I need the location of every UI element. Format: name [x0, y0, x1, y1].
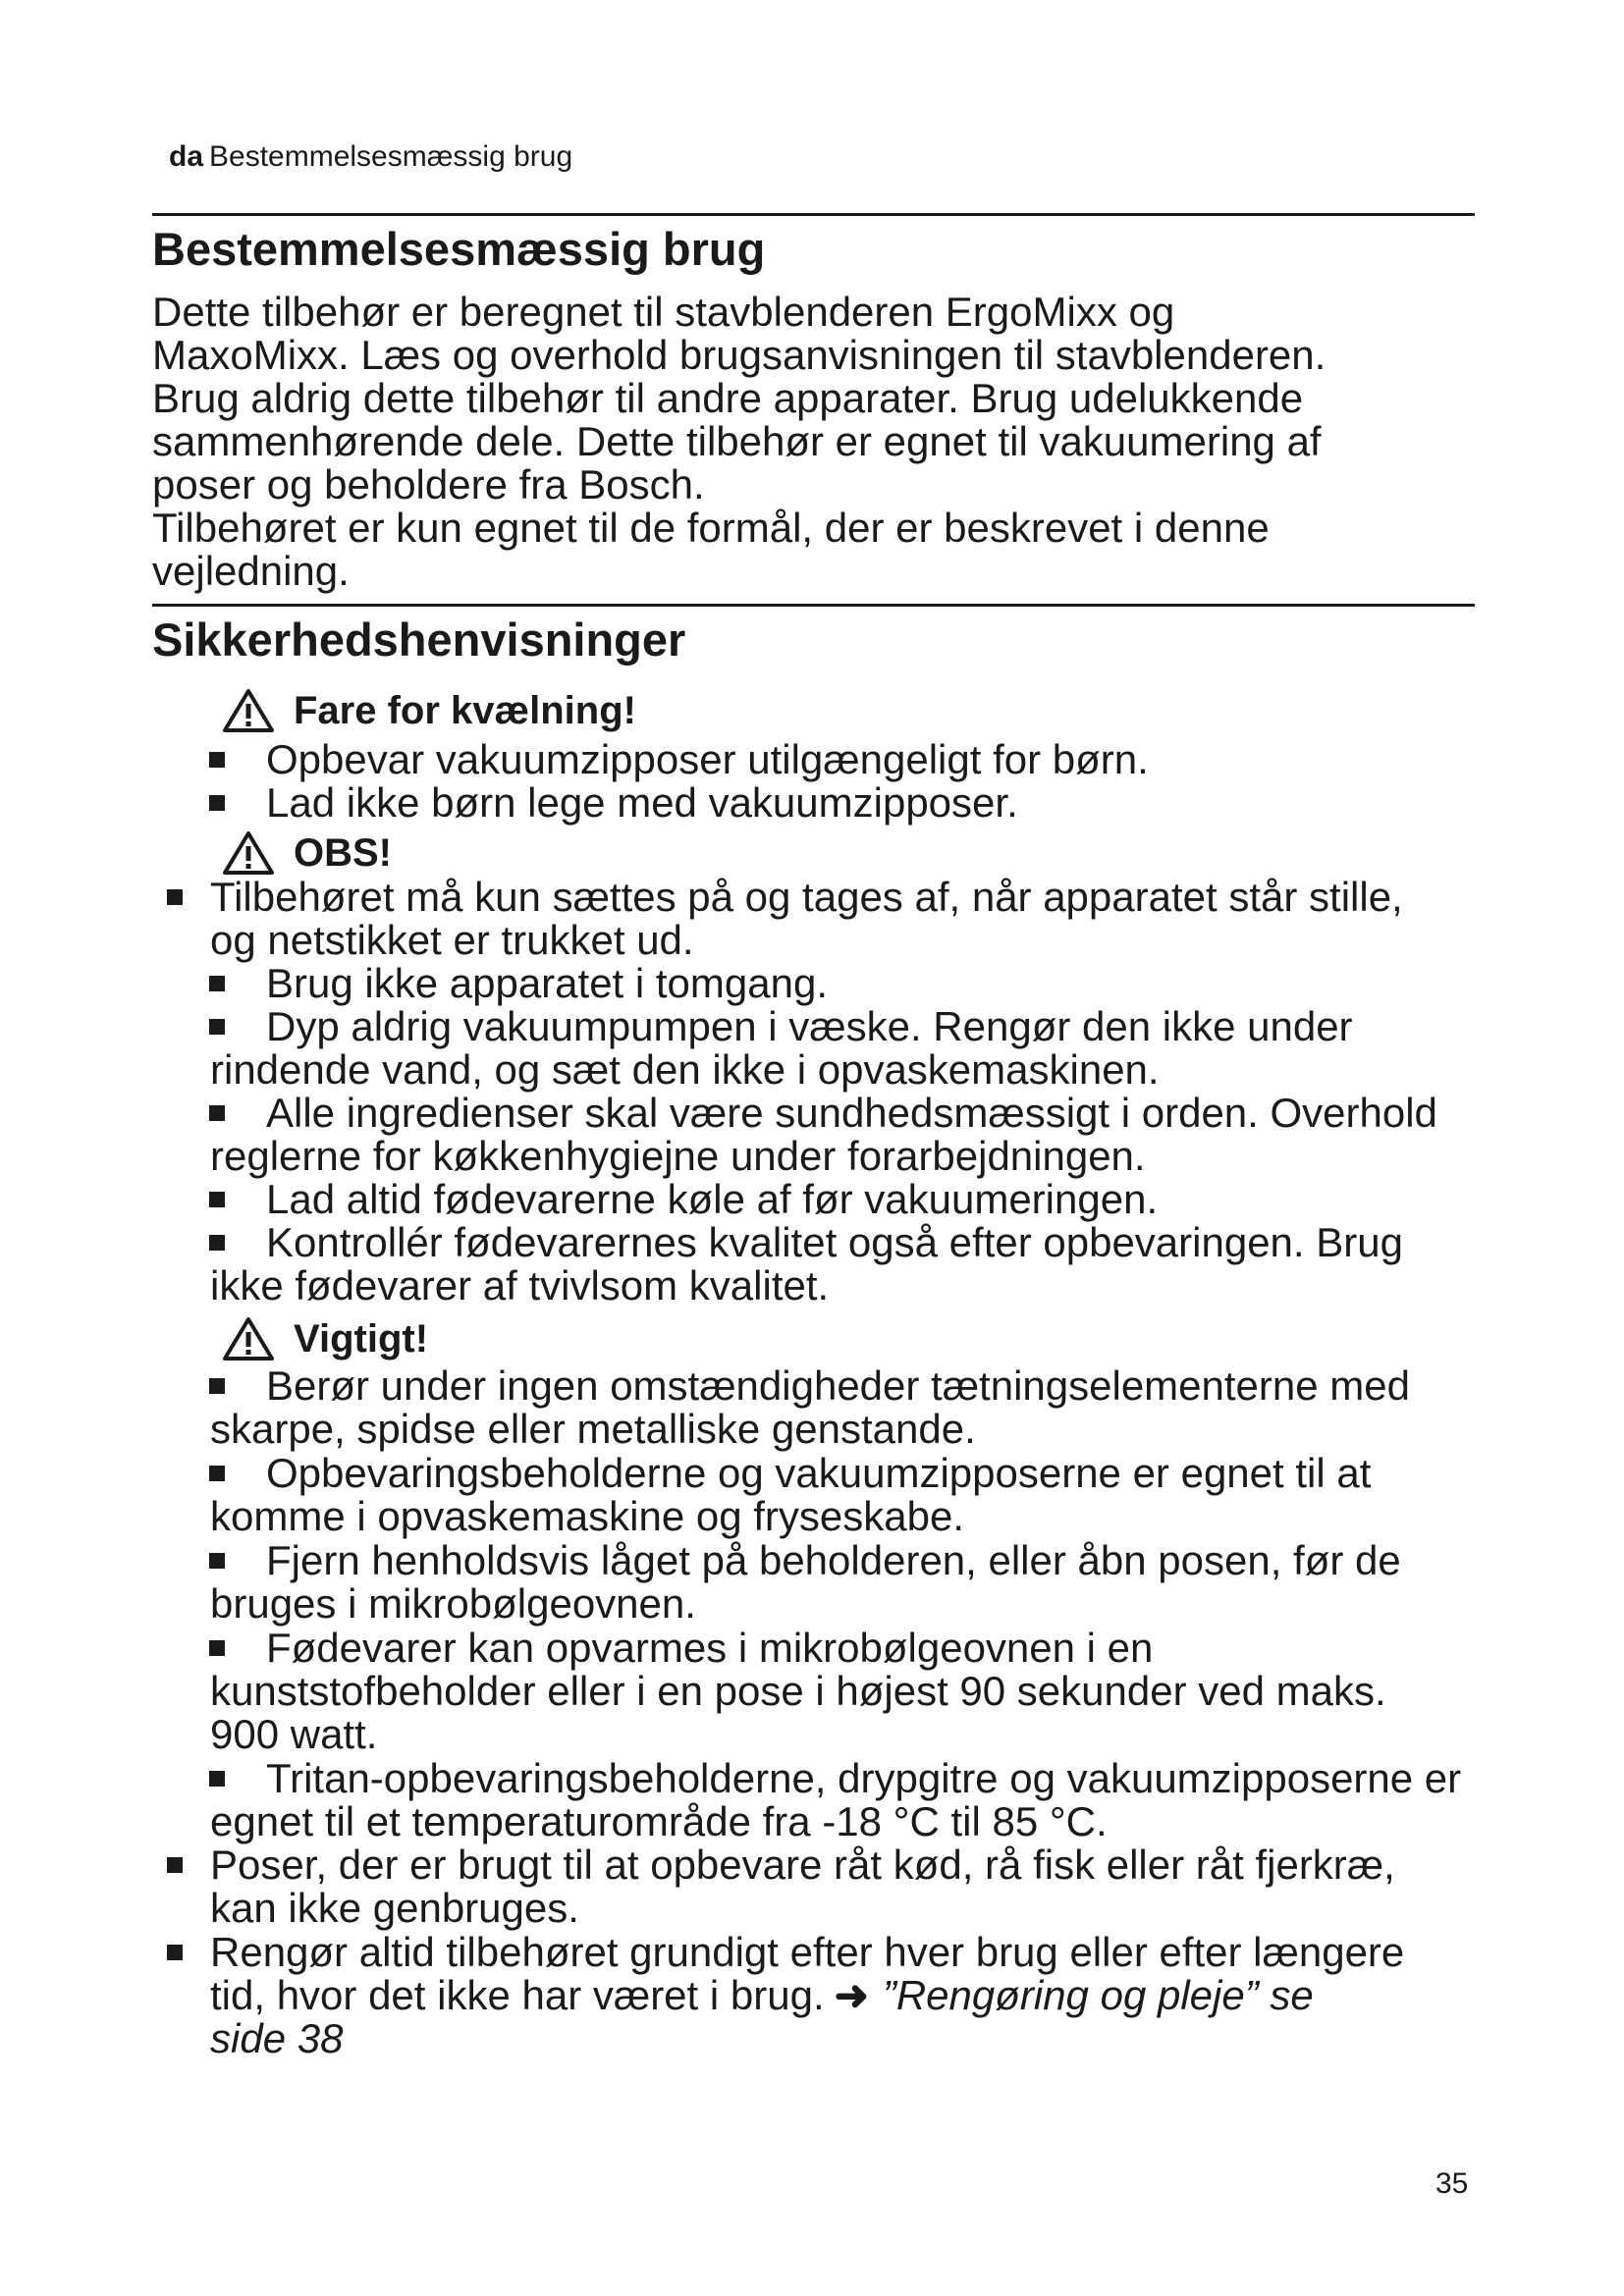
body-line: vejledning. — [152, 548, 350, 594]
bullet-icon — [209, 1466, 225, 1481]
list-item — [167, 1843, 1395, 1930]
warning-label: Fare for kvælning! — [294, 688, 636, 732]
bullet-icon — [167, 1945, 183, 1960]
list-item-text: kunststofbeholder eller i en pose i højest 90 sekunder ved maks. — [210, 1668, 1386, 1714]
bullet-icon — [209, 752, 225, 768]
list-item — [209, 1221, 1403, 1308]
warning-triangle-icon — [221, 1315, 276, 1362]
warning-triangle-icon — [221, 829, 276, 877]
warning-heading-caution — [221, 829, 392, 877]
running-header — [169, 140, 572, 174]
list-item-text: Brug ikke apparatet i tomgang. — [266, 960, 829, 1006]
list-item — [209, 1005, 1353, 1092]
warning-heading-suffocation — [221, 687, 636, 734]
list-item-text: komme i opvaskemaskine og fryseskabe. — [210, 1493, 964, 1539]
cross-reference-link[interactable]: ”Rengøring og pleje” se — [882, 1972, 1314, 2018]
warning-heading-important — [221, 1315, 428, 1362]
list-item — [167, 1931, 1404, 2060]
bullet-icon — [209, 1235, 225, 1251]
body-line: Tilbehøret er kun egnet til de formål, der er beskrevet i denne — [152, 505, 1270, 551]
cross-reference-page[interactable]: side 38 — [210, 2015, 344, 2061]
bullet-icon — [167, 1857, 183, 1873]
intended-use-body — [152, 291, 1507, 593]
bullet-icon — [209, 1192, 225, 1207]
list-item-text: Opbevar vakuumzipposer utilgængeligt for børn. — [266, 736, 1149, 782]
list-item — [209, 1539, 1401, 1626]
bullet-icon — [167, 889, 183, 905]
list-item — [167, 876, 1403, 962]
bullet-icon — [209, 1640, 225, 1656]
bullet-icon — [209, 976, 225, 991]
list-item — [209, 1092, 1437, 1178]
list-item — [209, 738, 1149, 781]
list-item-text: Tritan-opbevaringsbeholderne, drypgitre og vakuumzipposerne er — [266, 1755, 1462, 1801]
warning-label: Vigtigt! — [294, 1316, 429, 1361]
list-item-text: reglerne for køkkenhygiejne under forarbejdningen. — [210, 1133, 1146, 1179]
bullet-icon — [209, 1771, 225, 1787]
body-line: Brug aldrig dette tilbehør til andre apparater. Brug udelukkende — [152, 375, 1304, 421]
list-item-text: Lad altid fødevarerne køle af før vakuumeringen. — [266, 1176, 1159, 1222]
list-item-text: Alle ingredienser skal være sundhedsmæssigt i orden. Overhold — [266, 1090, 1437, 1136]
running-title: Bestemmelsesmæssig brug — [209, 140, 573, 173]
language-code: da — [169, 140, 204, 173]
list-item-text: Lad ikke børn lege med vakuumzipposer. — [266, 779, 1018, 826]
list-item-text: skarpe, spidse eller metalliske genstande. — [210, 1406, 976, 1452]
page-number: 35 — [1435, 2167, 1469, 2200]
list-item-text: Fødevarer kan opvarmes i mikrobølgeovnen i en — [266, 1625, 1154, 1671]
list-item — [209, 962, 828, 1005]
list-item-text: bruges i mikrobølgeovnen. — [210, 1580, 696, 1627]
list-item-text: Kontrollér fødevarernes kvalitet også efter opbevaringen. Brug — [266, 1219, 1403, 1265]
bullet-icon — [209, 1378, 225, 1394]
list-item-text: Poser, der er brugt til at opbevare råt kød, rå fisk eller råt fjerkræ, — [210, 1842, 1395, 1888]
list-item — [209, 1364, 1410, 1451]
list-item-text: egnet til et temperaturområde fra -18 °C til 85 °C. — [210, 1798, 1108, 1844]
list-item-text: Dyp aldrig vakuumpumpen i væske. Rengør den ikke under — [266, 1003, 1353, 1049]
list-item-text: tid, hvor det ikke har været i brug. — [210, 1972, 825, 2018]
arrow-right-icon: ➜ — [834, 1972, 869, 2018]
warning-label: OBS! — [294, 830, 392, 875]
list-item-text: Tilbehøret må kun sættes på og tages af, når apparatet står stille, — [210, 874, 1403, 920]
warning-triangle-icon — [221, 687, 276, 734]
bullet-icon — [209, 1553, 225, 1569]
list-item — [209, 1627, 1386, 1756]
list-item-text: Rengør altid tilbehøret grundigt efter hver brug eller efter længere — [210, 1929, 1405, 1975]
list-item — [209, 781, 1018, 825]
list-item-text: Opbevaringsbeholderne og vakuumzipposerne er egnet til at — [266, 1450, 1372, 1496]
list-item — [209, 1757, 1461, 1843]
body-line: MaxoMixx. Læs og overhold brugsanvisningen til stavblenderen. — [152, 332, 1326, 378]
section-divider — [152, 213, 1475, 216]
list-item — [209, 1178, 1158, 1221]
body-line: sammenhørende dele. Dette tilbehør er egnet til vakuumering af — [152, 418, 1322, 464]
list-item — [209, 1452, 1371, 1538]
bullet-icon — [209, 1105, 225, 1121]
section-divider — [152, 604, 1475, 607]
section-title-safety: Sikkerhedshenvisninger — [152, 614, 686, 666]
bullet-icon — [209, 795, 225, 811]
bullet-icon — [209, 1019, 225, 1035]
list-item-text: 900 watt. — [210, 1711, 378, 1757]
list-item-text: ikke fødevarer af tvivlsom kvalitet. — [210, 1262, 830, 1308]
list-item-text: og netstikket er trukket ud. — [210, 917, 694, 963]
body-line: Dette tilbehør er beregnet til stavblenderen ErgoMixx og — [152, 289, 1175, 335]
list-item-text: rindende vand, og sæt den ikke i opvaskemaskinen. — [210, 1046, 1160, 1093]
list-item-text: Fjern henholdsvis låget på beholderen, eller åbn posen, før de — [266, 1537, 1401, 1583]
list-item-text: kan ikke genbruges. — [210, 1885, 579, 1931]
list-item-text: Berør under ingen omstændigheder tætningselementerne med — [266, 1362, 1410, 1409]
section-title-intended-use: Bestemmelsesmæssig brug — [152, 223, 766, 275]
body-line: poser og beholdere fra Bosch. — [152, 461, 705, 507]
